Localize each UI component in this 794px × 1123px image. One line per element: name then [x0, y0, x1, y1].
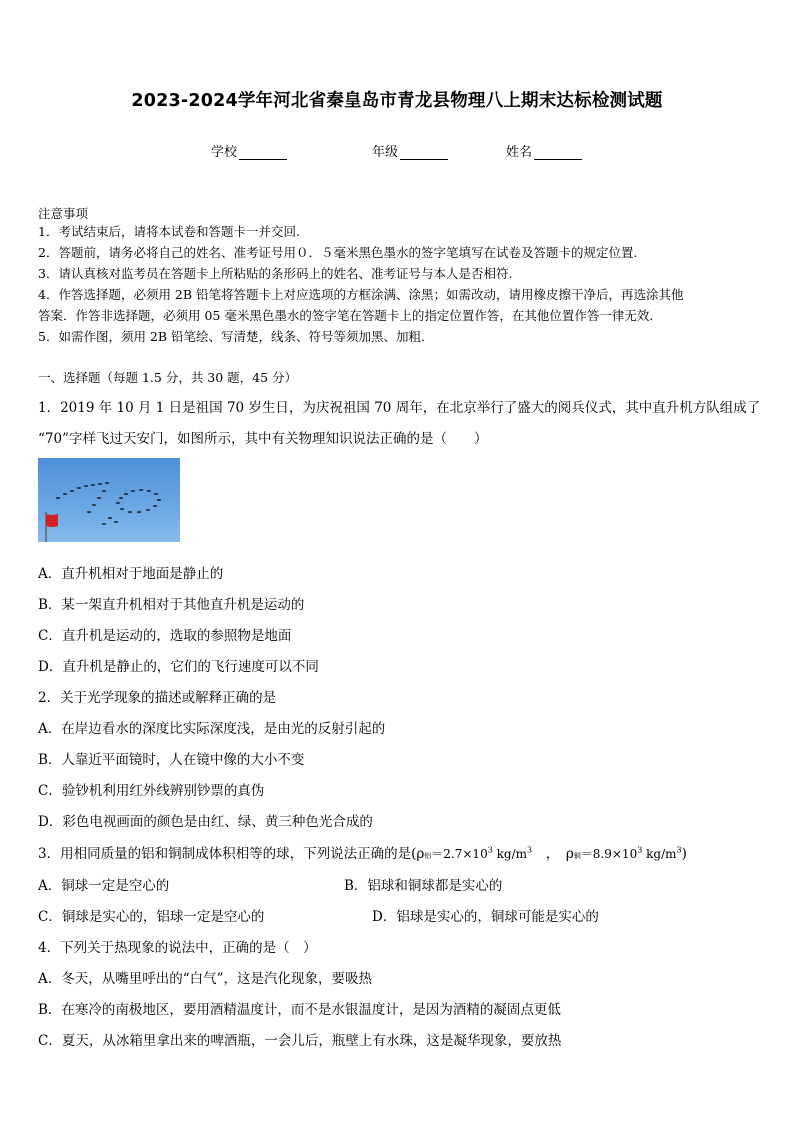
question-3-option-a: A．铜球一定是空心的	[38, 878, 170, 894]
helicopter-formation-photo	[38, 458, 180, 542]
notice-item: 2．答题前，请务必将自己的姓名、准考证号用０．５毫米黑色墨水的签字笔填写在试卷及答题卡的规定位置.	[38, 245, 638, 260]
notice-item: 答案．作答非选择题，必须用 05 毫米黑色墨水的签字笔在答题卡上的指定位置作答，在其他位置作答一律无效．	[38, 308, 662, 323]
question-4-stem: 4．下列关于热现象的说法中，正确的是（ ）	[38, 940, 317, 956]
question-4-option-a: A．冬天，从嘴里呼出的“白气”，这是汽化现象，要吸热	[38, 971, 373, 987]
unit: kg/m	[492, 847, 528, 861]
notice-item: 3．请认真核对监考员在答题卡上所粘贴的条形码上的姓名、准考证号与本人是否相符.	[38, 266, 513, 281]
grade-field	[372, 141, 448, 160]
question-2-option-b: B．人靠近平面镜时，人在镜中像的大小不变	[38, 752, 305, 768]
school-blank	[239, 146, 287, 160]
notice-heading: 注意事项	[38, 206, 89, 221]
question-4-option-c: C．夏天，从冰箱里拿出来的啤酒瓶，一会儿后，瓶壁上有水珠，这是凝华现象，要放热	[38, 1033, 562, 1049]
school-field	[211, 141, 287, 160]
question-1-option-c: C．直升机是运动的，选取的参照物是地面	[38, 628, 292, 644]
question-3-stem	[38, 842, 760, 862]
helicopter-formation-drawing	[38, 458, 180, 542]
question-3-text: 3．用相同质量的铝和铜制成体积相等的球，下列说法正确的是(	[38, 846, 417, 862]
page-title: 2023-2024学年河北省秦皇岛市青龙县物理八上期末达标检测试题	[131, 91, 663, 111]
question-2-option-a: A．在岸边看水的深度比实际深度浅，是由光的反射引起的	[38, 721, 386, 737]
name-field	[506, 141, 582, 160]
question-2-stem: 2．关于光学现象的描述或解释正确的是	[38, 690, 277, 706]
question-1-line-1: 1．2019 年 10 月 1 日是祖国 70 岁生日，为庆祝祖国 70 周年，在北京举行了盛大的阅兵仪式，其中直升机方队组成了	[38, 400, 761, 416]
flag-icon	[46, 514, 58, 527]
copper-subscript: 铜	[573, 852, 581, 860]
separator: ，	[532, 846, 566, 862]
exponent: 3	[637, 845, 643, 855]
exponent: 3	[676, 845, 682, 855]
question-1-line-2: “70”字样飞过天安门，如图所示，其中有关物理知识说法正确的是（ ）	[38, 431, 488, 447]
copper-density: ＝8.9×10	[580, 847, 638, 861]
question-4-option-b: B．在寒冷的南极地区，要用酒精温度计，而不是水银温度计，是因为酒精的凝固点更低	[38, 1002, 561, 1018]
question-1-option-d: D．直升机是静止的，它们的飞行速度可以不同	[38, 659, 319, 675]
density-symbol: ρ	[416, 846, 425, 862]
exponent: 3	[527, 845, 533, 855]
school-label: 学校	[211, 145, 238, 160]
question-3-option-c: C．铜球是实心的，铝球一定是空心的	[38, 909, 265, 925]
aluminum-density: ＝2.7×10	[431, 847, 488, 861]
unit: kg/m	[642, 847, 677, 861]
notice-item: 1．考试结束后，请将本试卷和答题卡一并交回.	[38, 224, 300, 239]
aluminum-subscript: 铝	[424, 852, 432, 860]
notice-item: 4．作答选择题，必须用 2B 铅笔将答题卡上对应选项的方框涂满、涂黑；如需改动，请用橡皮擦干净后，再选涂其他	[38, 287, 684, 302]
exponent: 3	[487, 845, 493, 855]
name-label: 姓名	[506, 145, 533, 160]
section-heading: 一、选择题（每题 1.5 分，共 30 题，45 分）	[38, 370, 298, 385]
name-blank	[534, 146, 582, 160]
grade-label: 年级	[372, 145, 399, 160]
density-symbol: ρ	[565, 846, 574, 862]
close-paren: )	[681, 846, 687, 862]
question-1-option-a: A．直升机相对于地面是静止的	[38, 566, 224, 582]
question-2-option-d: D．彩色电视画面的颜色是由红、绿、黄三种色光合成的	[38, 814, 373, 830]
question-2-option-c: C．验钞机利用红外线辨别钞票的真伪	[38, 783, 265, 799]
question-3-option-b: B．铝球和铜球都是实心的	[344, 878, 503, 894]
notice-item: 5．如需作图，须用 2B 铅笔绘、写清楚，线条、符号等须加黑、加粗．	[38, 329, 434, 344]
question-3-option-d: D．铝球是实心的，铜球可能是实心的	[372, 909, 599, 925]
question-1-option-b: B．某一架直升机相对于其他直升机是运动的	[38, 597, 305, 613]
grade-blank	[400, 146, 448, 160]
